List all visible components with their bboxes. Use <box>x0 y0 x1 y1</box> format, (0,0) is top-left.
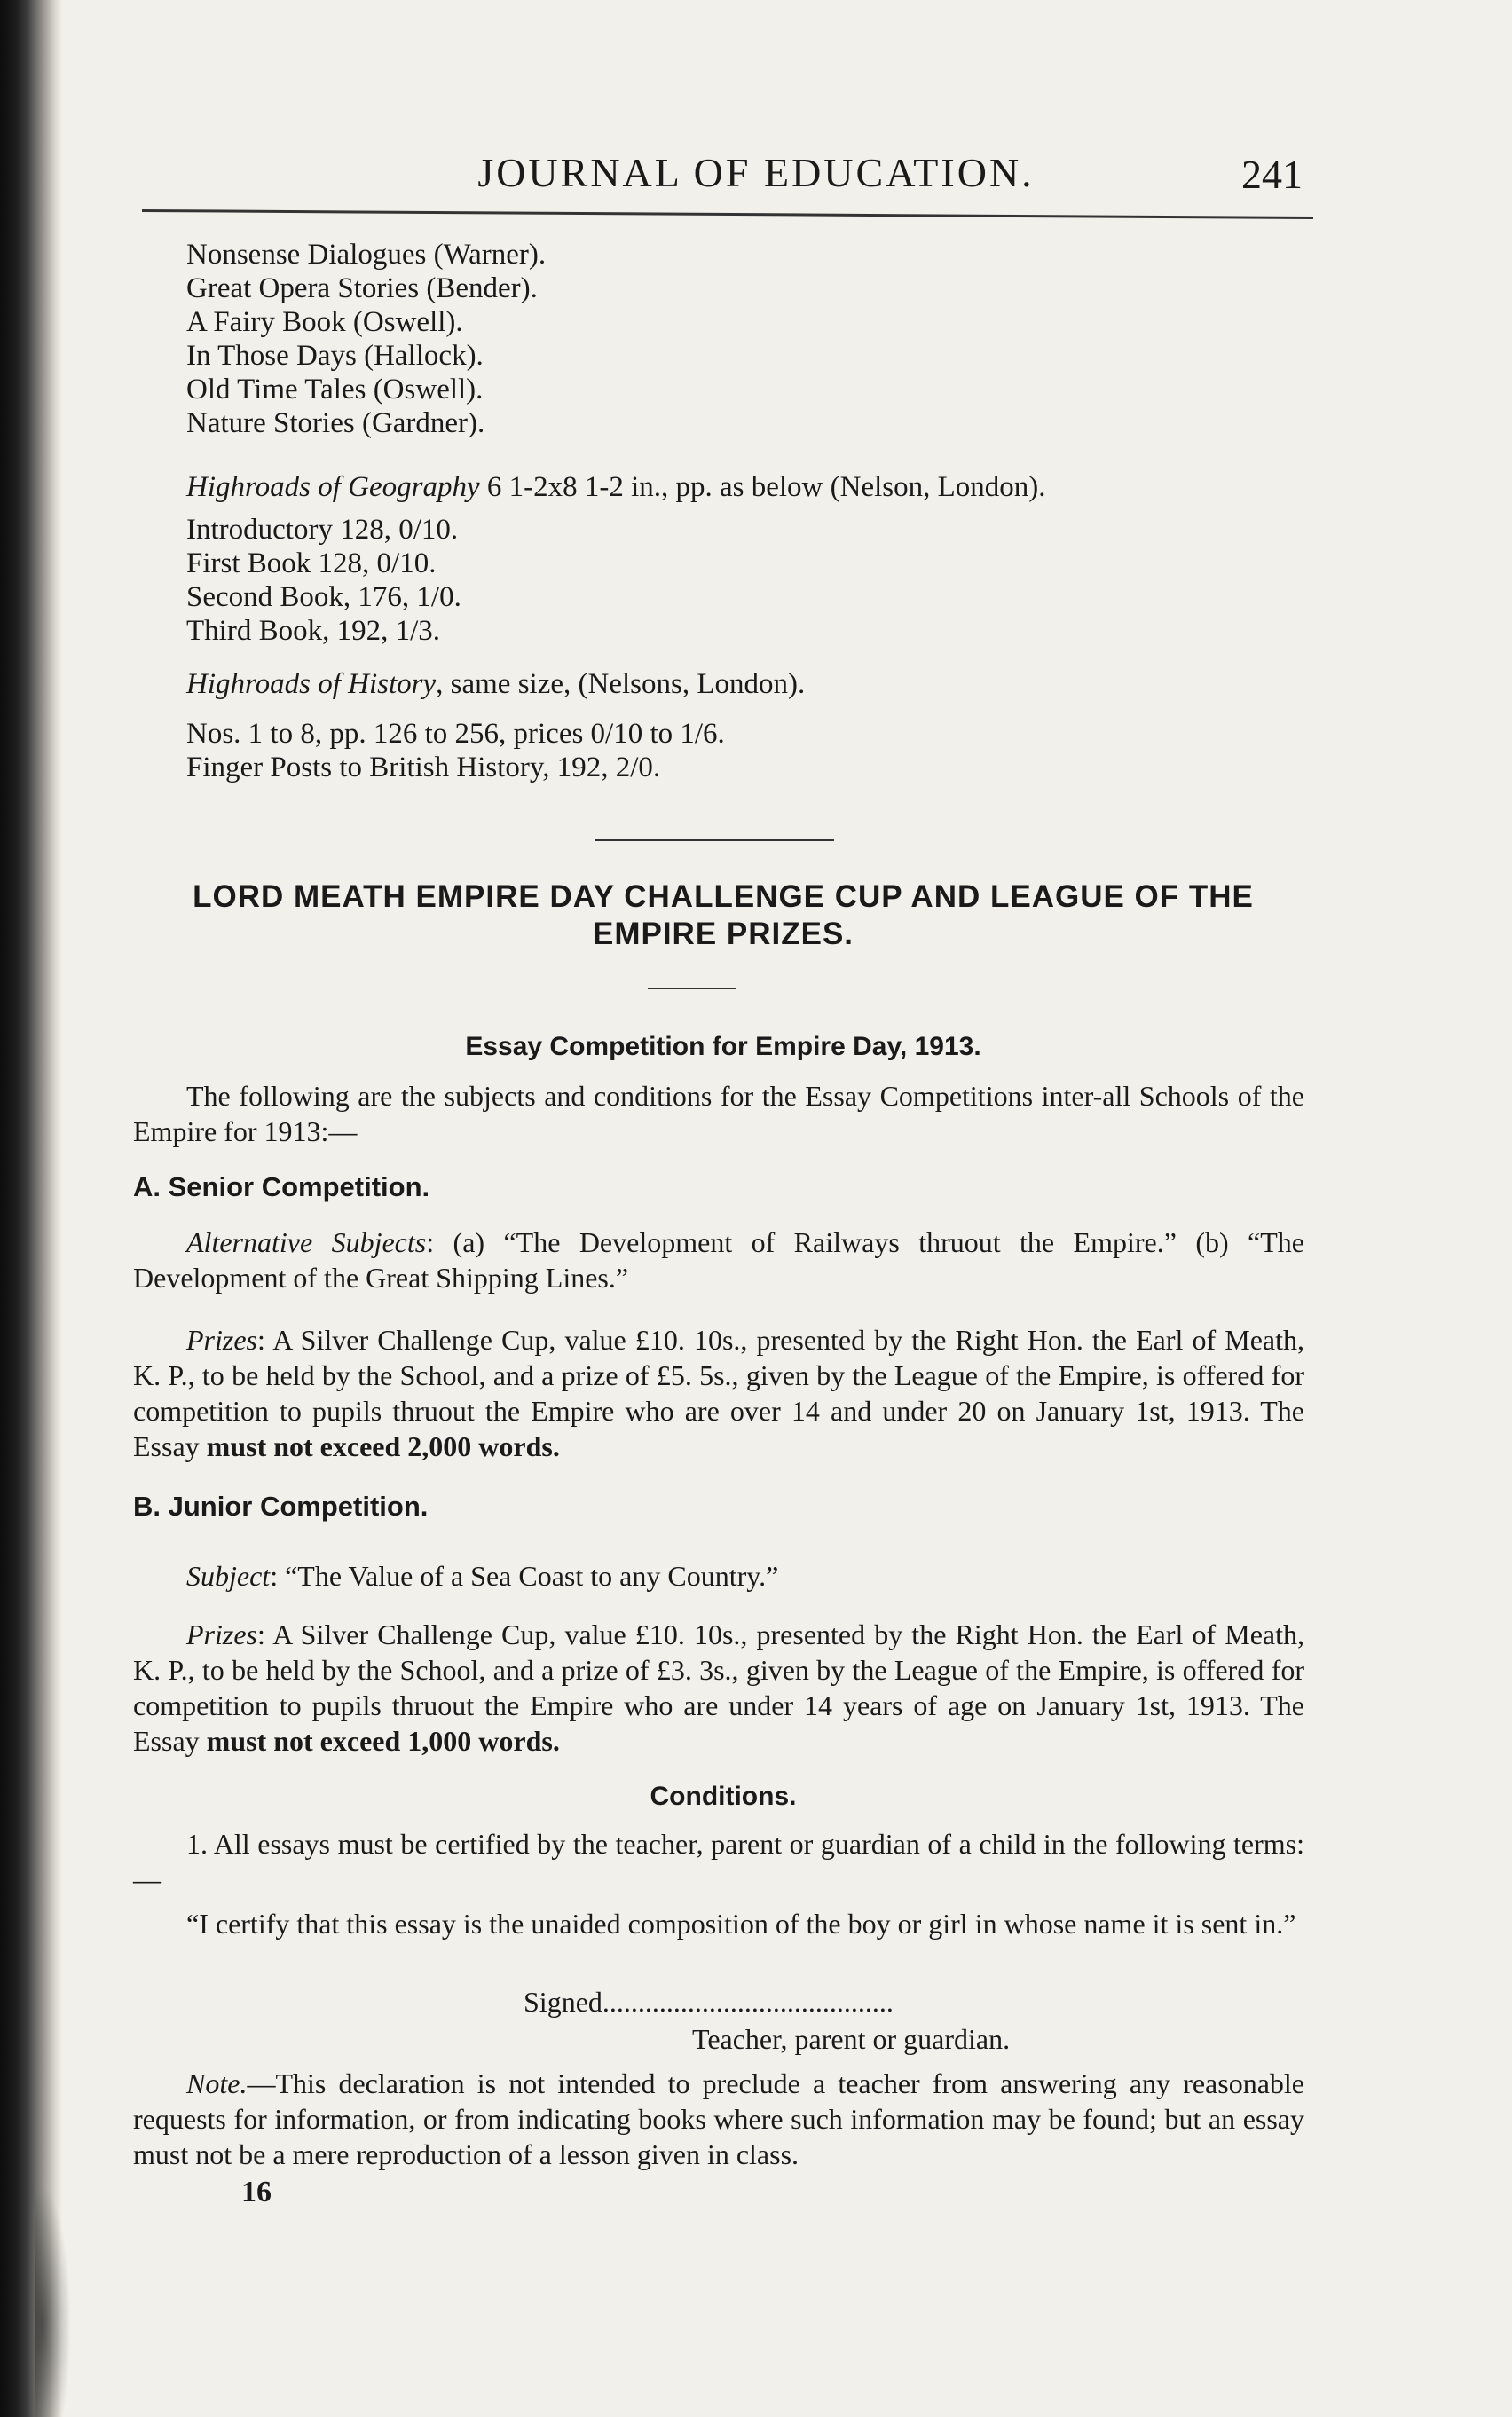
page-number: 241 <box>1241 152 1303 197</box>
history-title: Highroads of History <box>186 668 437 700</box>
list-item: Nonsense Dialogues (Warner). <box>186 239 547 271</box>
heading-divider <box>648 988 736 989</box>
article-heading-line1: LORD MEATH EMPIRE DAY CHALLENGE CUP AND LEAGUE OF THE <box>193 879 1254 914</box>
prizes-label: Prizes <box>186 1324 257 1356</box>
list-item: Second Book, 176, 1/0. <box>186 581 461 613</box>
conditions-heading: Conditions. <box>650 1782 797 1811</box>
prizes-label: Prizes <box>186 1618 257 1650</box>
section-divider <box>595 839 834 841</box>
list-item: In Those Days (Hallock). <box>186 340 484 372</box>
geography-title: Highroads of Geography <box>186 471 480 503</box>
subject-text: : “The Value of a Sea Coast to any Country.” <box>270 1560 779 1592</box>
list-item: Finger Posts to British History, 192, 2/0. <box>186 752 661 783</box>
history-details: , same size, (Nelsons, London). <box>436 668 806 700</box>
senior-prizes-paragraph <box>133 1322 1304 1464</box>
subjects-label: Alternative Subjects <box>186 1226 427 1258</box>
article-subheading: Essay Competition for Empire Day, 1913. <box>465 1032 981 1061</box>
senior-competition-label: A. Senior Competition. <box>133 1171 430 1202</box>
junior-subject-paragraph <box>133 1558 1304 1594</box>
signatory-role: Teacher, parent or guardian. <box>692 2023 1011 2055</box>
prizes-text: : A Silver Challenge Cup, value £10. 10s., presented by the Right Hon. the Earl of Meath, K. P., to be held by the School, and a prize of £3. 3s., given by the League of the Empire, is offered for competition to pupils thruout the Empire who are under 14 years of age on January 1st, 1913. The Essay <box>133 1618 1304 1757</box>
header-rule <box>142 209 1313 219</box>
intro-paragraph <box>133 1078 1304 1149</box>
list-item: Third Book, 192, 1/3. <box>186 615 440 647</box>
note-paragraph <box>133 2066 1304 2172</box>
signature-line: Signed......................................... <box>524 1986 894 2018</box>
subjects-text: : (a) “The Development of Railways thruout the Empire.” (b) “The Development of the Great Shipping Lines.” <box>133 1226 1305 1294</box>
running-head-title: JOURNAL OF EDUCATION. <box>477 150 1035 195</box>
list-item: First Book 128, 0/10. <box>186 547 437 579</box>
history-entry <box>186 667 1313 701</box>
condition-text: 1. All essays must be certified by the teacher, parent or guardian of a child in the following terms:— <box>133 1828 1304 1895</box>
book-list-readers <box>186 238 1313 440</box>
list-item: Great Opera Stories (Bender). <box>186 272 538 304</box>
quote-text: “I certify that this essay is the unaided composition of the boy or girl in whose name it is sent in.” <box>186 1908 1296 1940</box>
geography-list <box>186 513 1313 648</box>
list-item: Introductory 128, 0/10. <box>186 514 459 546</box>
intro-text: The following are the subjects and conditions for the Essay Competitions inter-all Schools of the Empire for 1913:— <box>133 1080 1304 1147</box>
certification-quote <box>133 1906 1304 1941</box>
prizes-text: : A Silver Challenge Cup, value £10. 10s., presented by the Right Hon. the Earl of Meath, K. P., to be held by the School, and a prize of £5. 5s., given by the League of the Empire, is offered for competition to pupils thruout the Empire who are over 14 and under 20 on January 1st, 1913. The Essay <box>133 1324 1304 1462</box>
list-item: Nos. 1 to 8, pp. 126 to 256, prices 0/10 to 1/6. <box>186 718 725 750</box>
prizes-limit: must not exceed 1,000 words. <box>206 1725 560 1757</box>
junior-competition-label: B. Junior Competition. <box>133 1491 429 1522</box>
list-item: Nature Stories (Gardner). <box>186 407 485 439</box>
note-text: —This declaration is not intended to preclude a teacher from answering any reasonable requests for information, or from indicating books where such information may be found; but an essay must not be a mere reproduction of a lesson given in class. <box>133 2067 1304 2170</box>
list-item: A Fairy Book (Oswell). <box>186 306 463 338</box>
geography-entry <box>186 470 1313 504</box>
signature-mark: 16 <box>241 2176 272 2208</box>
geography-title-line <box>186 470 1313 504</box>
condition-item-1 <box>133 1826 1304 1897</box>
article-heading-line2: EMPIRE PRIZES. <box>592 917 854 951</box>
junior-prizes-paragraph <box>133 1617 1304 1759</box>
list-item: Old Time Tales (Oswell). <box>186 374 484 405</box>
subject-label: Subject <box>186 1560 271 1592</box>
geography-details: 6 1-2x8 1-2 in., pp. as below (Nelson, London). <box>479 471 1046 503</box>
prizes-limit: must not exceed 2,000 words. <box>206 1430 560 1462</box>
note-label: Note. <box>186 2067 248 2099</box>
history-list <box>186 717 1313 784</box>
senior-subjects-paragraph <box>133 1224 1304 1295</box>
article-heading <box>133 878 1313 953</box>
history-title-line <box>186 667 1313 701</box>
